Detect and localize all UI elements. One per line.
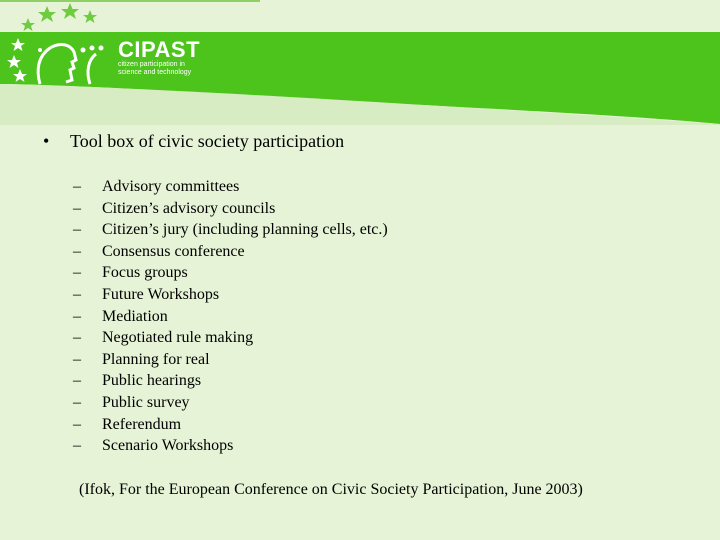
list-item-label: Scenario Workshops	[102, 437, 234, 455]
dash-marker: –	[73, 307, 81, 325]
list-item-label: Mediation	[102, 307, 168, 325]
dash-marker: –	[73, 199, 81, 217]
list-item-label: Advisory committees	[102, 178, 240, 195]
dash-marker: –	[73, 415, 81, 433]
dash-marker: –	[73, 437, 81, 455]
dash-marker: –	[73, 329, 81, 347]
list-item	[73, 327, 388, 349]
dash-marker: –	[73, 372, 81, 390]
brand-subtitle-line-2: science and technology	[118, 69, 192, 76]
list-item-label: Consensus conference	[102, 242, 245, 260]
dash-marker: –	[73, 178, 81, 195]
list-item	[73, 306, 388, 328]
list-item-label: Referendum	[102, 415, 182, 433]
citation-text: (Ifok, For the European Conference on Civic Society Participation, June 2003)	[79, 481, 583, 498]
star-icons	[21, 3, 97, 31]
bullet-icon: •	[43, 131, 50, 151]
tool-list	[73, 176, 388, 457]
list-item	[73, 198, 388, 220]
brand-title: CIPAST	[118, 37, 201, 62]
list-item	[73, 370, 388, 392]
list-item-label: Citizen’s advisory councils	[102, 199, 276, 217]
dash-marker: –	[73, 242, 81, 260]
dash-marker: –	[73, 393, 81, 411]
list-item-label: Public survey	[102, 393, 190, 411]
main-bullet	[43, 130, 344, 152]
brand-subtitle-line-1: citizen participation in	[118, 61, 185, 68]
list-item	[73, 219, 388, 241]
section-heading: Tool box of civic society participation	[70, 131, 345, 151]
header-banner	[0, 0, 720, 125]
list-item	[73, 414, 388, 436]
list-item-label: Citizen’s jury (including planning cells, etc.)	[102, 221, 388, 239]
list-item-label: Future Workshops	[102, 285, 220, 303]
top-rule	[0, 0, 260, 2]
list-item	[73, 241, 388, 263]
brand-subtitle	[118, 61, 228, 77]
list-item	[73, 176, 388, 198]
list-item	[73, 284, 388, 306]
list-item-label: Negotiated rule making	[102, 329, 254, 347]
list-item-label: Focus groups	[102, 264, 188, 282]
dash-marker: –	[73, 350, 81, 368]
logo-graphic	[0, 0, 720, 125]
list-item	[73, 262, 388, 284]
dash-marker: –	[73, 285, 81, 303]
list-item-label: Public hearings	[102, 372, 202, 390]
dash-marker: –	[73, 264, 81, 282]
list-item	[73, 392, 388, 414]
list-item	[73, 349, 388, 371]
list-item-label: Planning for real	[102, 350, 210, 368]
dash-marker: –	[73, 221, 81, 239]
list-item	[73, 435, 388, 457]
